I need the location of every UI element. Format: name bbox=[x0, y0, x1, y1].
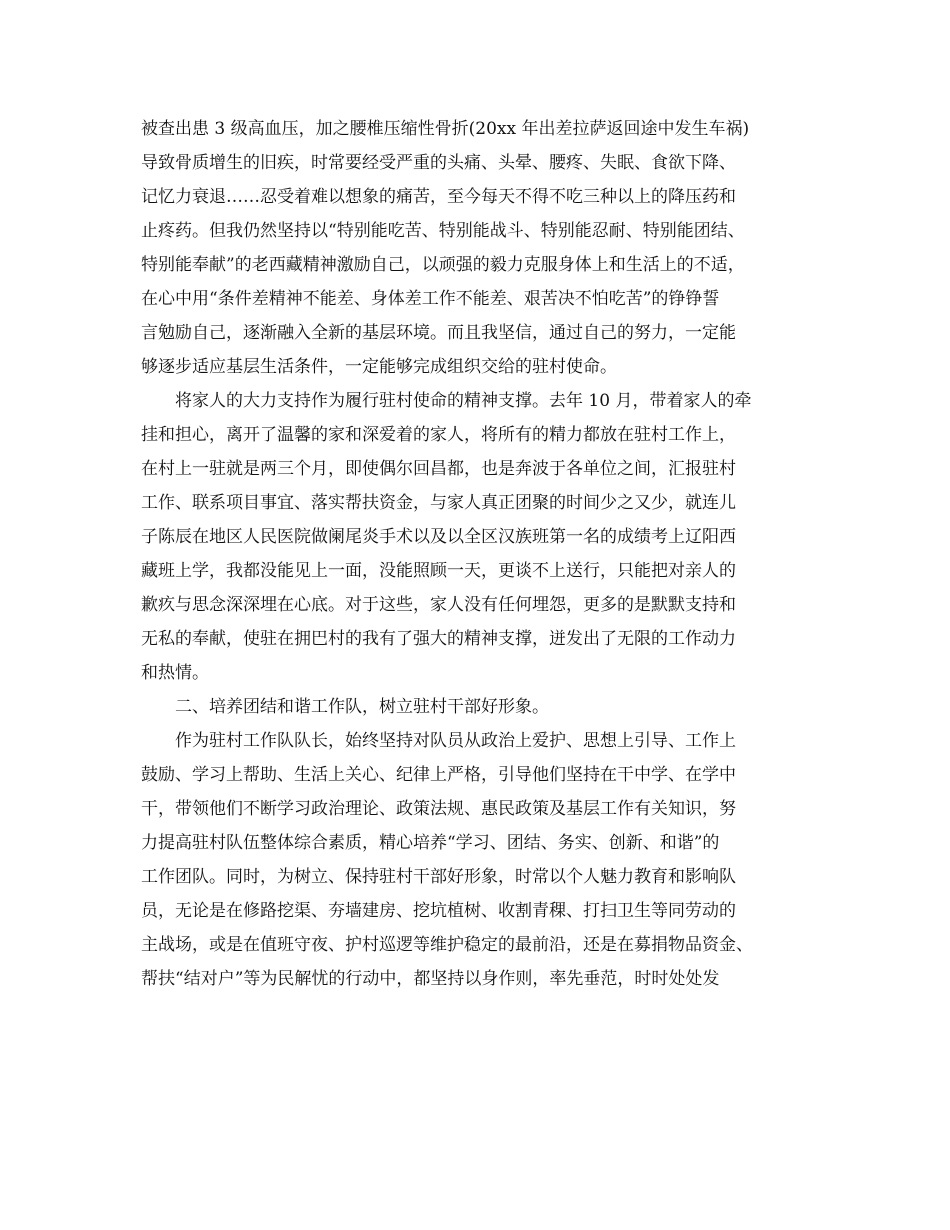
document-body bbox=[141, 112, 806, 996]
text-line: 藏班上学，我都没能见上一面，没能照顾一天，更谈不上送行，只能把对亲人的 bbox=[141, 561, 736, 581]
section-heading: 二、培养团结和谐工作队，树立驻村干部好形象。 bbox=[141, 697, 549, 717]
text-line: 将家人的大力支持作为履行驻村使命的精神支撑。去年 10 月，带着家人的牵 bbox=[141, 391, 752, 411]
text-line: 挂和担心，离开了温馨的家和深爱着的家人，将所有的精力都放在驻村工作上， bbox=[141, 425, 736, 445]
text-line: 子陈辰在地区人民医院做阑尾炎手术以及以全区汉族班第一名的成绩考上辽阳西 bbox=[141, 527, 736, 547]
text-line: 在心中用“条件差精神不能差、身体差工作不能差、艰苦决不怕吃苦”的铮铮誓 bbox=[141, 289, 720, 309]
text-line: 言勉励自己，逐渐融入全新的基层环境。而且我坚信，通过自己的努力，一定能 bbox=[141, 323, 736, 343]
text-line: 员，无论是在修路挖渠、夯墙建房、挖坑植树、收割青稞、打扫卫生等同劳动的 bbox=[141, 901, 736, 921]
text-line: 和热情。 bbox=[141, 663, 209, 683]
text-line: 记忆力衰退……忍受着难以想象的痛苦，至今每天不得不吃三种以上的降压药和 bbox=[141, 187, 736, 207]
text-line: 工作团队。同时，为树立、保持驻村干部好形象，时常以个人魅力教育和影响队 bbox=[141, 867, 736, 887]
text-line: 在村上一驻就是两三个月，即使偶尔回昌都，也是奔波于各单位之间，汇报驻村 bbox=[141, 459, 736, 479]
text-line: 帮扶“结对户”等为民解忧的行动中，都坚持以身作则，率先垂范，时时处处发 bbox=[141, 969, 720, 989]
text-line: 鼓励、学习上帮助、生活上关心、纪律上严格，引导他们坚持在干中学、在学中 bbox=[141, 765, 736, 785]
text-line: 无私的奉献，使驻在拥巴村的我有了强大的精神支撑，迸发出了无限的工作动力 bbox=[141, 629, 736, 649]
text-line: 特别能奉献”的老西藏精神激励自己，以顽强的毅力克服身体上和生活上的不适， bbox=[141, 255, 745, 275]
text-line: 导致骨质增生的旧疾，时常要经受严重的头痛、头晕、腰疼、失眠、食欲下降、 bbox=[141, 153, 736, 173]
text-line: 歉疚与思念深深埋在心底。对于这些，家人没有任何埋怨，更多的是默默支持和 bbox=[141, 595, 736, 615]
text-line: 干，带领他们不断学习政治理论、政策法规、惠民政策及基层工作有关知识，努 bbox=[141, 799, 736, 819]
text-line: 作为驻村工作队队长，始终坚持对队员从政治上爱护、思想上引导、工作上 bbox=[141, 731, 736, 751]
text-line: 被查出患 3 级高血压，加之腰椎压缩性骨折(20xx 年出差拉萨返回途中发生车祸) bbox=[141, 119, 750, 139]
text-line: 够逐步适应基层生活条件，一定能够完成组织交给的驻村使命。 bbox=[141, 357, 617, 377]
text-line: 力提高驻村队伍整体综合素质，精心培养“学习、团结、务实、创新、和谐”的 bbox=[141, 833, 720, 853]
text-line: 主战场，或是在值班守夜、护村巡逻等维护稳定的最前沿，还是在募捐物品资金、 bbox=[141, 935, 753, 955]
text-line: 止疼药。但我仍然坚持以“特别能吃苦、特别能战斗、特别能忍耐、特别能团结、 bbox=[141, 221, 745, 241]
text-line: 工作、联系项目事宜、落实帮扶资金，与家人真正团聚的时间少之又少，就连儿 bbox=[141, 493, 736, 513]
